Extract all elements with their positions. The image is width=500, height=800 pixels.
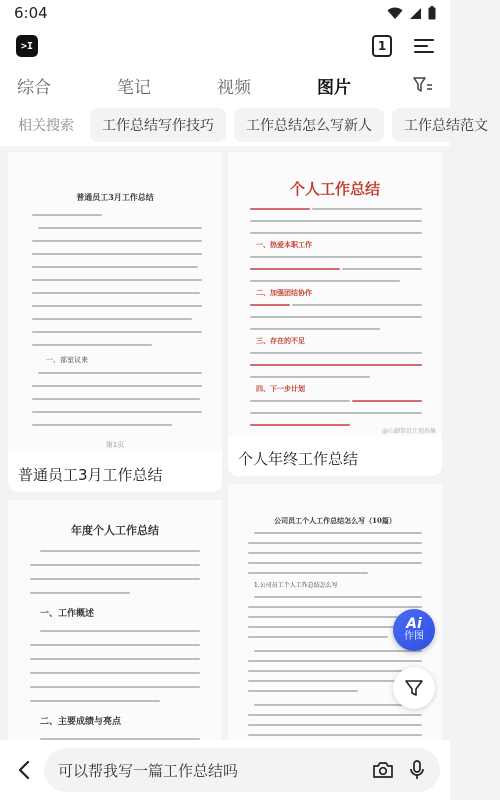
- bottom-bar: [0, 740, 450, 800]
- battery-icon: [428, 6, 436, 20]
- doc-title: 普通员工3月工作总结: [76, 192, 154, 202]
- doc-section: 四、下一步计划: [256, 384, 305, 393]
- doc-section: 一、部室议来: [46, 356, 88, 364]
- image-card[interactable]: [8, 500, 222, 760]
- signal-icon: [409, 7, 422, 20]
- watermark: @山御帮设计现场集: [381, 428, 436, 435]
- camera-icon[interactable]: [372, 760, 394, 780]
- image-card[interactable]: [228, 152, 442, 476]
- doc-section: 一、热爱本职工作: [256, 240, 312, 249]
- search-input[interactable]: [58, 761, 372, 779]
- microphone-icon[interactable]: [408, 759, 426, 781]
- doc-section: 二、加强团结协作: [256, 288, 312, 297]
- tab-images[interactable]: 图片: [317, 73, 417, 98]
- top-bar: [0, 26, 450, 66]
- image-card[interactable]: [8, 152, 222, 492]
- page-number: 第1页: [105, 441, 125, 449]
- wifi-icon: [387, 7, 403, 20]
- tab-count-button[interactable]: 1: [372, 35, 392, 57]
- related-chip[interactable]: 工作总结怎么写新人: [234, 108, 384, 142]
- related-label: 相关搜索: [18, 118, 74, 134]
- document-thumbnail: [8, 152, 222, 452]
- back-icon: [17, 760, 31, 780]
- ai-button-sublabel: 作图: [404, 631, 424, 642]
- filter-icon[interactable]: [413, 77, 433, 93]
- related-searches: [0, 104, 488, 146]
- doc-title: 公司员工个人工作总结怎么写（10篇）: [274, 516, 396, 525]
- related-chip[interactable]: 工作总结范文: [392, 108, 500, 142]
- status-bar: [0, 0, 450, 26]
- doc-section: 一、工作概述: [40, 609, 95, 619]
- doc-title: 个人工作总结: [289, 180, 380, 198]
- status-icons: [387, 6, 436, 20]
- doc-section: 二、主要成绩与亮点: [40, 717, 122, 727]
- doc-subtitle: 1.公司员工个人工作总结怎么写: [254, 582, 338, 589]
- app-logo[interactable]: >I: [16, 35, 38, 57]
- status-time: 6:04: [14, 4, 48, 22]
- search-box: [44, 748, 440, 792]
- filter-icon: [404, 678, 424, 698]
- card-caption: 普通员工3月工作总结: [18, 466, 163, 484]
- document-thumbnail: [8, 500, 222, 760]
- doc-section: 三、存在的不足: [256, 336, 305, 345]
- ai-draw-button[interactable]: [393, 609, 435, 651]
- menu-icon[interactable]: [414, 38, 434, 54]
- card-caption: 个人年终工作总结: [238, 450, 359, 468]
- document-thumbnail: [228, 152, 442, 436]
- ai-button-label: Ai: [406, 616, 422, 632]
- tab-notes[interactable]: 笔记: [117, 77, 151, 98]
- tab-video[interactable]: 视频: [217, 77, 251, 98]
- search-tabs: [0, 66, 450, 104]
- back-button[interactable]: [10, 756, 38, 784]
- tab-all[interactable]: 综合: [17, 77, 51, 98]
- doc-title: 年度个人工作总结: [71, 524, 159, 537]
- filter-button[interactable]: [393, 667, 435, 709]
- related-chip[interactable]: 工作总结写作技巧: [90, 108, 226, 142]
- image-grid: [0, 146, 450, 740]
